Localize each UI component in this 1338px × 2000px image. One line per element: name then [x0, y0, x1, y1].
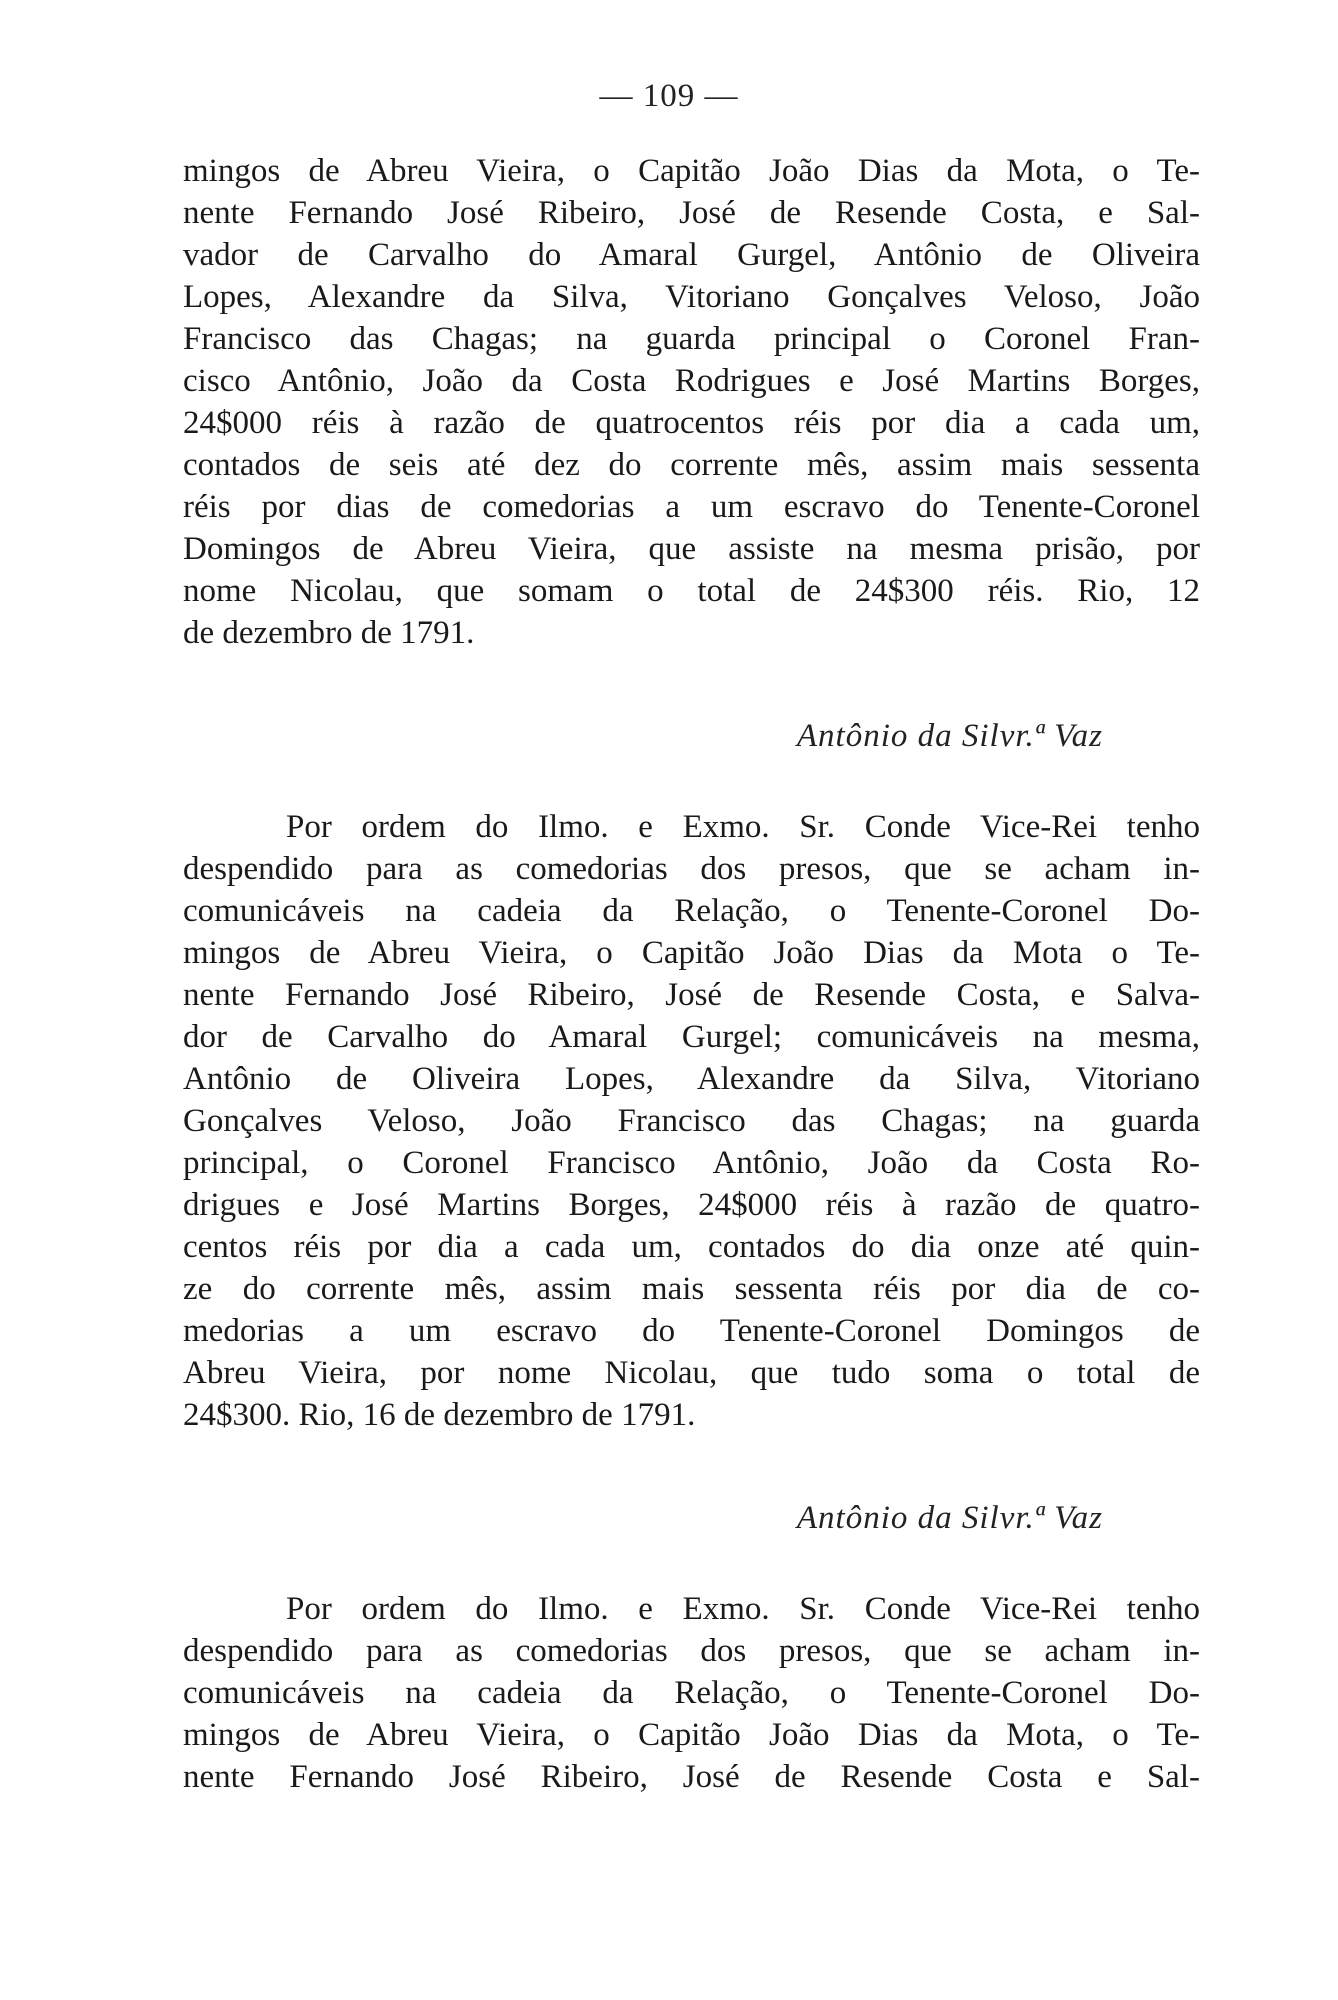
paragraph-line: mingos de Abreu Vieira, o Capitão João Dias da Mota o Te- — [183, 935, 1200, 971]
paragraph-line: comunicáveis na cadeia da Relação, o Tenente-Coronel Do- — [183, 893, 1200, 929]
paragraph-line: mingos de Abreu Vieira, o Capitão João Dias da Mota, o Te- — [183, 153, 1200, 189]
paragraph-line: comunicáveis na cadeia da Relação, o Tenente-Coronel Do- — [183, 1675, 1200, 1711]
paragraph-line: centos réis por dia a cada um, contados do dia onze até quin- — [183, 1229, 1200, 1265]
paragraph-line: cisco Antônio, João da Costa Rodrigues e José Martins Borges, — [183, 363, 1200, 399]
paragraph-line: principal, o Coronel Francisco Antônio, João da Costa Ro- — [183, 1145, 1200, 1181]
paragraph-line: Gonçalves Veloso, João Francisco das Chagas; na guarda — [183, 1103, 1200, 1139]
signature: Antônio da Silvr.ª Vaz — [796, 1500, 1103, 1536]
paragraph-line: nente Fernando José Ribeiro, José de Resende Costa e Sal- — [183, 1759, 1200, 1795]
signature: Antônio da Silvr.ª Vaz — [796, 718, 1103, 754]
paragraph-line: despendido para as comedorias dos presos, que se acham in- — [183, 1633, 1200, 1669]
paragraph-line: Antônio de Oliveira Lopes, Alexandre da Silva, Vitoriano — [183, 1061, 1200, 1097]
paragraph-line: mingos de Abreu Vieira, o Capitão João Dias da Mota, o Te- — [183, 1717, 1200, 1753]
paragraph-line: Domingos de Abreu Vieira, que assiste na mesma prisão, por — [183, 531, 1200, 567]
paragraph-line: Abreu Vieira, por nome Nicolau, que tudo soma o total de — [183, 1355, 1200, 1391]
paragraph-line: medorias a um escravo do Tenente-Coronel Domingos de — [183, 1313, 1200, 1349]
paragraph-line: Francisco das Chagas; na guarda principal o Coronel Fran- — [183, 321, 1200, 357]
paragraph-line: réis por dias de comedorias a um escravo do Tenente-Coronel — [183, 489, 1200, 525]
paragraph-line: 24$000 réis à razão de quatrocentos réis por dia a cada um, — [183, 405, 1200, 441]
paragraph-line: dor de Carvalho do Amaral Gurgel; comunicáveis na mesma, — [183, 1019, 1200, 1055]
paragraph-line: despendido para as comedorias dos presos, que se acham in- — [183, 851, 1200, 887]
paragraph-2 — [183, 806, 1200, 1436]
paragraph-line: 24$300. Rio, 16 de dezembro de 1791. — [183, 1397, 696, 1433]
paragraph-3 — [183, 1588, 1200, 1798]
paragraph-line: nente Fernando José Ribeiro, José de Resende Costa, e Salva- — [183, 977, 1200, 1013]
paragraph-line: contados de seis até dez do corrente mês, assim mais sessenta — [183, 447, 1200, 483]
paragraph-line: Por ordem do Ilmo. e Exmo. Sr. Conde Vice-Rei tenho — [286, 1591, 1200, 1627]
paragraph-line: ze do corrente mês, assim mais sessenta réis por dia de co- — [183, 1271, 1200, 1307]
paragraph-line: nente Fernando José Ribeiro, José de Resende Costa, e Sal- — [183, 195, 1200, 231]
paragraph-line: vador de Carvalho do Amaral Gurgel, Antônio de Oliveira — [183, 237, 1200, 273]
paragraph-line: nome Nicolau, que somam o total de 24$300 réis. Rio, 12 — [183, 573, 1200, 609]
paragraph-line: drigues e José Martins Borges, 24$000 réis à razão de quatro- — [183, 1187, 1200, 1223]
paragraph-line: de dezembro de 1791. — [183, 615, 475, 651]
paragraph-1 — [183, 150, 1200, 654]
paragraph-line: Por ordem do Ilmo. e Exmo. Sr. Conde Vice-Rei tenho — [286, 809, 1200, 845]
paragraph-line: Lopes, Alexandre da Silva, Vitoriano Gonçalves Veloso, João — [183, 279, 1200, 315]
page-number: — 109 — — [599, 78, 739, 114]
